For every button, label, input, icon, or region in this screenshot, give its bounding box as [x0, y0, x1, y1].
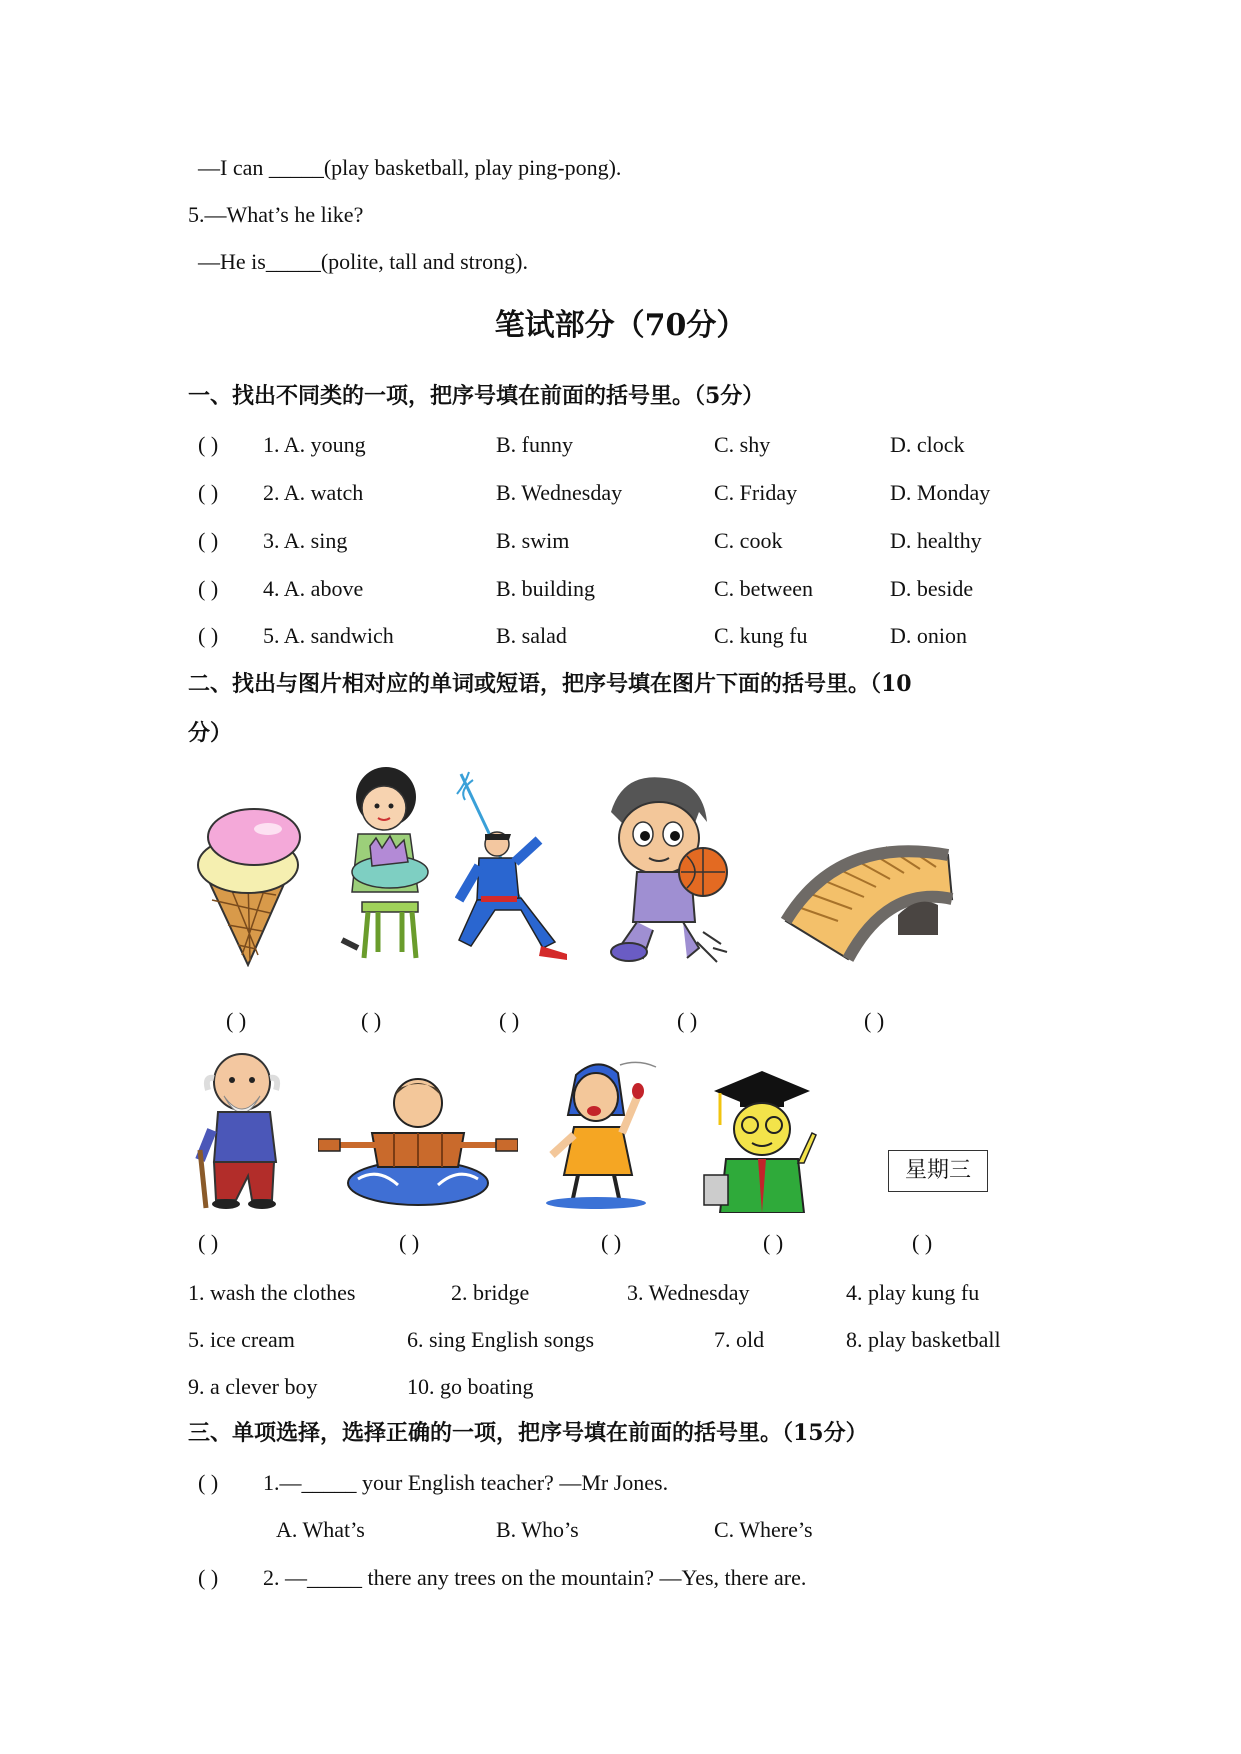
q1-option-a: A. What’s	[276, 1517, 365, 1542]
option-b: B. salad	[496, 623, 567, 648]
question-2-stem: 2. —_____ there any trees on the mountain? —Yes, there are.	[263, 1565, 807, 1590]
option-c: C. Friday	[714, 480, 798, 505]
picture-option: 6. sing English songs	[407, 1327, 595, 1352]
picture-option: 1. wash the clothes	[188, 1280, 356, 1305]
option-a: 1. A. young	[263, 432, 366, 457]
picture-answer-bracket[interactable]: ( )	[499, 1008, 520, 1033]
girl-washing-clothes-picture	[328, 762, 436, 962]
answer-bracket[interactable]: ( )	[198, 528, 219, 553]
weekday-box: 星期三	[888, 1150, 988, 1192]
answer-bracket[interactable]: ( )	[198, 1565, 219, 1590]
picture-answer-bracket[interactable]: ( )	[399, 1230, 420, 1255]
option-a: 3. A. sing	[263, 528, 348, 553]
listening-q5-answer: —He is_____(polite, tall and strong).	[198, 249, 528, 274]
picture-option: 3. Wednesday	[627, 1280, 750, 1305]
option-d: D. clock	[890, 432, 965, 457]
picture-answer-bracket[interactable]: ( )	[361, 1008, 382, 1033]
answer-bracket[interactable]: ( )	[198, 623, 219, 648]
option-c: C. between	[714, 576, 813, 601]
picture-answer-bracket[interactable]: ( )	[763, 1230, 784, 1255]
picture-answer-bracket[interactable]: ( )	[226, 1008, 247, 1033]
question-1-stem: 1.—_____ your English teacher? —Mr Jones.	[263, 1470, 669, 1495]
written-section-title: 笔试部分（70分）	[494, 308, 747, 343]
option-b: B. funny	[496, 432, 573, 457]
listening-q5-question: 5.—What’s he like?	[188, 202, 364, 227]
option-a: 4. A. above	[263, 576, 364, 601]
kung-fu-picture	[455, 770, 575, 962]
singing-girl-picture	[538, 1055, 674, 1211]
picture-answer-bracket[interactable]: ( )	[601, 1230, 622, 1255]
picture-option: 10. go boating	[407, 1374, 534, 1399]
picture-option: 4. play kung fu	[846, 1280, 980, 1305]
old-man-picture	[190, 1050, 300, 1210]
section3-heading: 三、单项选择，选择正确的一项，把序号填在前面的括号里。（15分）	[188, 1420, 868, 1446]
picture-answer-bracket[interactable]: ( )	[198, 1230, 219, 1255]
basketball-boy-picture	[603, 772, 735, 966]
picture-option: 5. ice cream	[188, 1327, 295, 1352]
answer-bracket[interactable]: ( )	[198, 1470, 219, 1495]
option-b: B. building	[496, 576, 596, 601]
picture-answer-bracket[interactable]: ( )	[864, 1008, 885, 1033]
picture-option: 8. play basketball	[846, 1327, 1001, 1352]
option-b: B. swim	[496, 528, 570, 553]
picture-option: 2. bridge	[451, 1280, 530, 1305]
option-a: 2. A. watch	[263, 480, 364, 505]
option-d: D. healthy	[890, 528, 982, 553]
option-d: D. beside	[890, 576, 974, 601]
ice-cream-picture	[188, 805, 306, 967]
answer-bracket[interactable]: ( )	[198, 576, 219, 601]
option-b: B. Wednesday	[496, 480, 623, 505]
section1-heading: 一、找出不同类的一项，把序号填在前面的括号里。（5分）	[188, 383, 765, 409]
q1-option-c: C. Where’s	[714, 1517, 813, 1542]
picture-answer-bracket[interactable]: ( )	[677, 1008, 698, 1033]
option-d: D. Monday	[890, 480, 991, 505]
listening-q4-answer: —I can _____(play basketball, play ping-pong).	[198, 155, 622, 180]
boating-picture	[318, 1067, 518, 1211]
picture-option: 7. old	[714, 1327, 765, 1352]
answer-bracket[interactable]: ( )	[198, 432, 219, 457]
answer-bracket[interactable]: ( )	[198, 480, 219, 505]
option-c: C. shy	[714, 432, 771, 457]
picture-answer-bracket[interactable]: ( )	[912, 1230, 933, 1255]
option-c: C. kung fu	[714, 623, 808, 648]
q1-option-b: B. Who’s	[496, 1517, 579, 1542]
clever-boy-picture	[700, 1063, 828, 1213]
picture-option: 9. a clever boy	[188, 1374, 318, 1399]
option-c: C. cook	[714, 528, 783, 553]
section2-heading-line1: 二、找出与图片相对应的单词或短语，把序号填在图片下面的括号里。（10	[188, 671, 912, 697]
option-a: 5. A. sandwich	[263, 623, 394, 648]
section2-heading-line2: 分）	[188, 720, 233, 746]
bridge-picture	[778, 825, 960, 965]
option-d: D. onion	[890, 623, 967, 648]
